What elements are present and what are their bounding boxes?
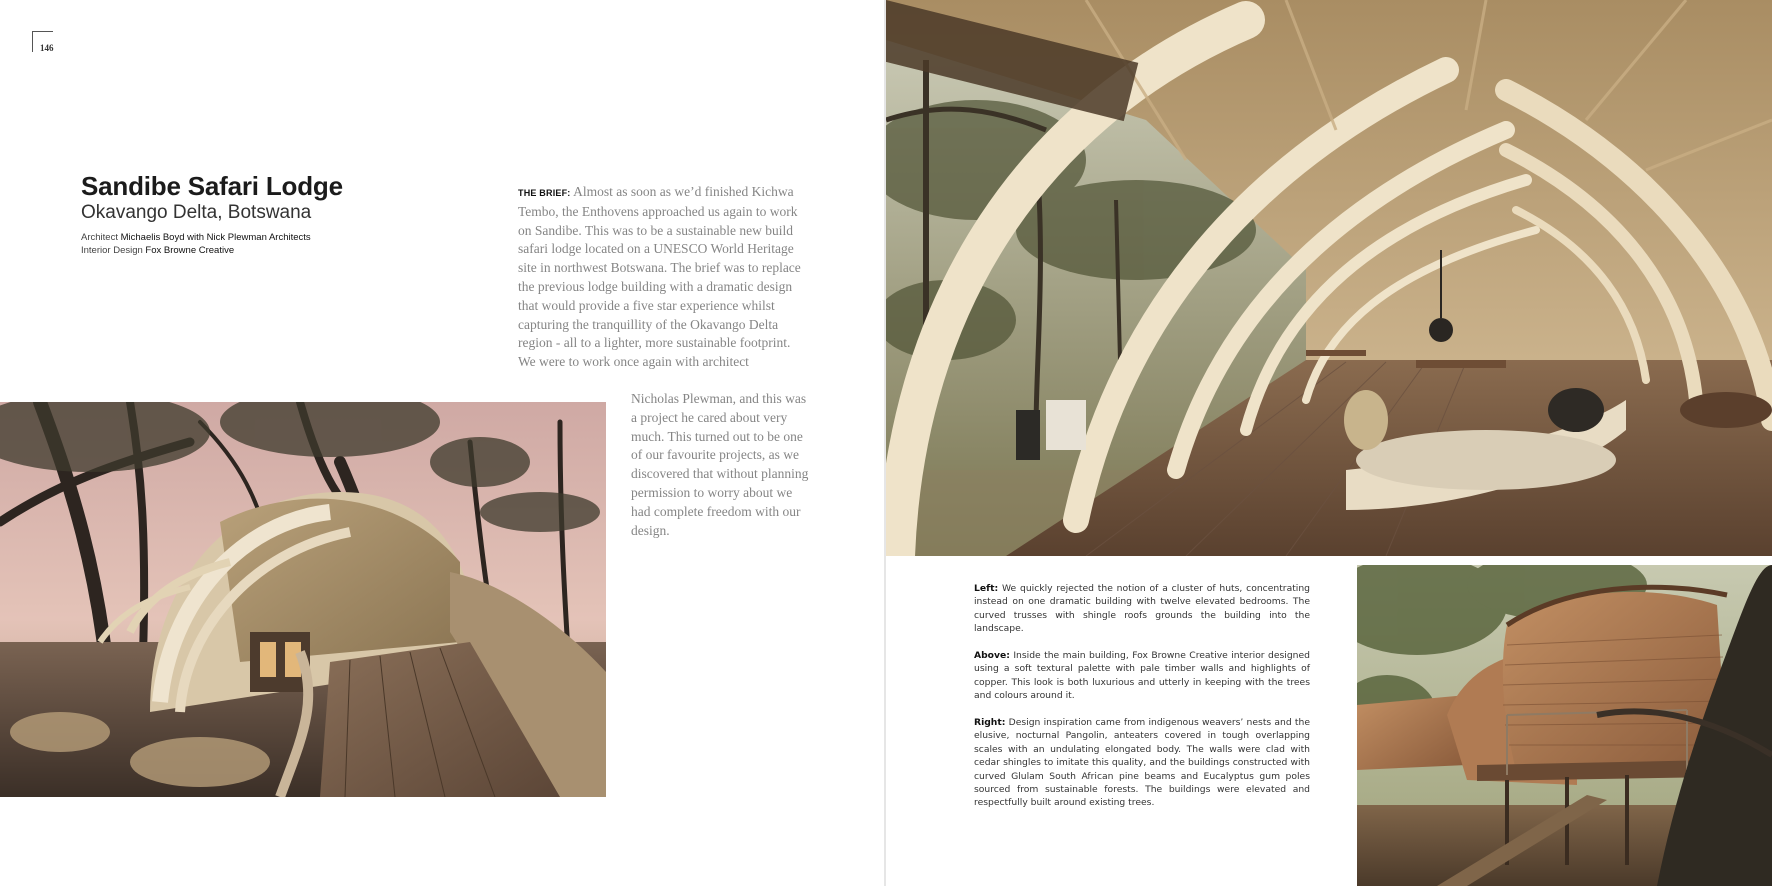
credit-name: Fox Browne Creative xyxy=(145,245,235,256)
page-subtitle: Okavango Delta, Botswana xyxy=(81,202,312,223)
brief-heading: THE BRIEF: xyxy=(518,188,571,198)
credit-architect xyxy=(81,232,311,243)
shingle-building-illustration xyxy=(1357,565,1772,886)
right-page xyxy=(886,0,1772,886)
brief-text-column-2: Nicholas Plewman, and this was a project he cared about very much. This turned out to be one of our favourite projects, as we discovered that without planning permission to worry about we had complete freedom with our design. xyxy=(631,391,809,538)
credit-interior-design xyxy=(81,245,234,256)
photo-captions xyxy=(974,582,1310,823)
brief-text-column-1 xyxy=(518,183,805,372)
caption-text: Inside the main building, Fox Browne Creative interior designed using a soft textural palette with pale timber walls and highlights of copper. This look is both luxurious and utterly in keeping with the trees and colours around it. xyxy=(974,650,1310,702)
credit-role: Interior Design xyxy=(81,245,143,256)
brief-body-part-1: Almost as soon as we’d finished Kichwa Tembo, the Enthovens approached us again to work on Sandibe. This was to be a sustainable new build safari lodge located on a UNESCO World Heritage site in northwest Botswana. The brief was to replace the previous lodge building with a dramatic design that would provide a five star experience whilst capturing the tranquillity of the Okavango Delta region - all to a lighter, more sustainable footprint. We were to work once again with architect xyxy=(518,184,801,370)
lodge-shingle-building-photo xyxy=(1357,565,1772,886)
page-title: Sandibe Safari Lodge xyxy=(81,171,343,201)
caption-right xyxy=(974,716,1310,810)
caption-left xyxy=(974,582,1310,636)
caption-text: Design inspiration came from indigenous weavers’ nests and the elusive, nocturnal Pangolin, anteaters covered in tough overlapping scales with an undulating elongated body. The walls were clad with cedar shingles to imitate this quality, and the buildings constructed with curved Glulam South African pine beams and Eucalyptus gum poles sourced from sustainable forests. The buildings were elevated and respectfully built around existing trees. xyxy=(974,717,1310,809)
left-page xyxy=(0,0,884,886)
caption-above xyxy=(974,649,1310,703)
caption-label: Right: xyxy=(974,717,1006,729)
credit-role: Architect xyxy=(81,232,118,243)
credit-name: Michaelis Boyd with Nick Plewman Architects xyxy=(120,232,311,243)
caption-label: Above: xyxy=(974,650,1010,662)
lodge-interior-photo xyxy=(886,0,1772,556)
caption-text: We quickly rejected the notion of a cluster of huts, concentrating instead on one dramatic building with twelve elevated bedrooms. The curved trusses with shingle roofs grounds the building into the landscape. xyxy=(974,583,1311,635)
lodge-exterior-photo xyxy=(0,402,606,797)
page-number: 146 xyxy=(40,43,54,53)
caption-label: Left: xyxy=(974,583,999,594)
lodge-interior-illustration xyxy=(886,0,1772,556)
lodge-exterior-illustration xyxy=(0,402,606,797)
